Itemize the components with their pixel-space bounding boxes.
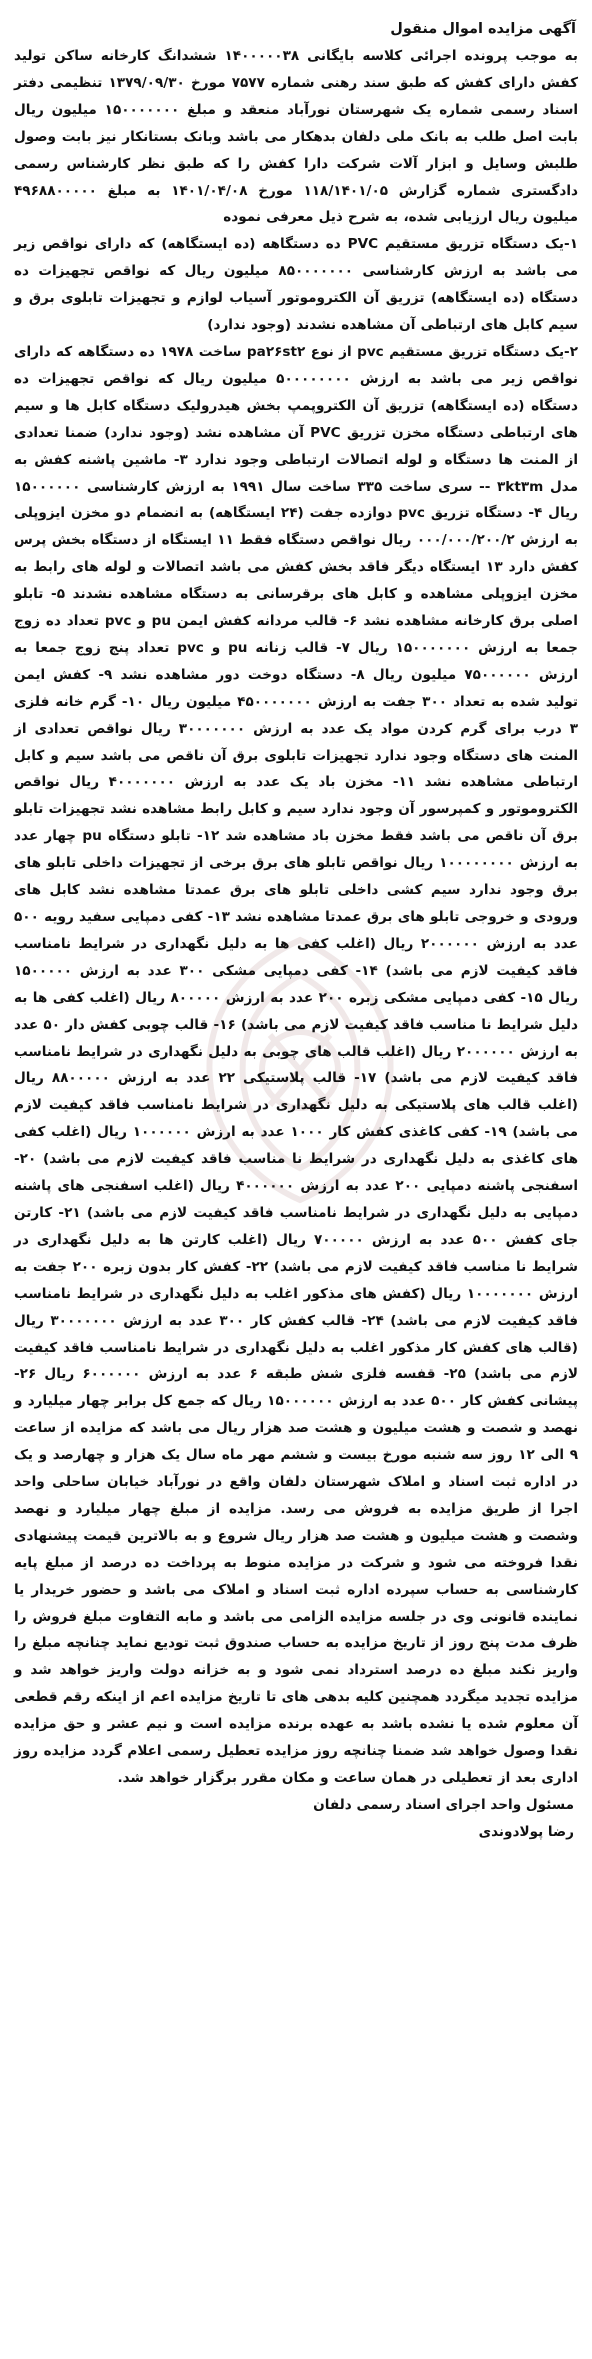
notice-intro-paragraph: به موجب پرونده اجرائی کلاسه بایگانی ۱۴۰۰۰۰۰۳۸ ششدانگ کارخانه ساکن تولید کفش دارای کفش که طبق سند رهنی شماره ۷۵۷۷ مورخ ۱۳۷۹/۰۹/۳۰ تنظیمی دفتر اسناد رسمی شماره یک شهرستان نورآباد منعقد و مبلغ ۱۵۰۰۰۰۰۰۰ میلیون ریال بابت اصل طلب به بانک ملی دلفان بدهکار می باشد وبانک بستانکار نیز بابت وصول طلبش وسایل و ابزار آلات شرکت دارا کفش را که طبق نظر کارشناس رسمی دادگستری شماره گزارش ۱۱۸/۱۴۰۱/۰۵ مورخ ۱۴۰۱/۰۴/۰۸ به مبلغ ۴۹۶۸۸۰۰۰۰۰ میلیون ریال ارزیابی شده، به شرح ذیل معرفی نموده xyxy=(14,48,579,226)
signature-name: رضا پولادوندی xyxy=(478,1823,574,1840)
notice-item-1-paragraph: ۱-یک دستگاه تزریق مستقیم PVC ده دستگاهه (ده ایستگاهه) که دارای نواقص زیر می باشد به ارزش کارشناسی ۸۵۰۰۰۰۰۰۰ میلیون ریال که نواقص تجهیزات ده دستگاه (ده ایستگاهه) تزریق آن الکتروموتور آسیاب لوازم و تجهیزات تابلوی برق و سیم کابل های ارتباطی آن مشاهده نشدند (وجود ندارد) xyxy=(14,236,579,334)
notice-title: آگهی مزایده اموال منقول xyxy=(390,21,576,37)
notice-items-paragraph: ۲-یک دستگاه تزریق مستقیم pvc از نوع pa۲۶st۲ ساخت ۱۹۷۸ ده دستگاهه که دارای نواقص زیر می باشد به ارزش ۵۰۰۰۰۰۰۰۰ میلیون ریال که نواقص تجهیزات ده دستگاه (ده ایستگاهه) تزریق آن الکتروپمپ بخش هیدرولیک دستگاه کابل ها و سیم های ارتباطی دستگاه مخزن تزریق PVC آن مشاهده نشد (وجود ندارد) ضمنا تعدادی از المنت ها دستگاه و لوله اتصالات ارتباطی وجود ندارد ۳- ماشین پاشنه کفش به مدل ۳kt۳m -- سری ساخت ۳۳۵ ساخت سال ۱۹۹۱ به ارزش کارشناسی ۱۵۰۰۰۰۰۰ ریال ۴- دستگاه تزریق pvc دوازده جفت (۲۴ ایستگاهه) به انضمام دو مخزن ایزوپلی به ارزش ۰۰۰/۰۰۰/۲۰۰/۲ ریال نواقص دستگاه فقط ۱۱ ایستگاه از دستگاه بخش پرس کفش دارد ۱۳ ایستگاه دیگر فاقد بخش کفش می باشد اتصالات و لوله های رابط به مخزن ایزوپلی مشاهده و کابل های برقرسانی به دستگاه مشاهده نشدند ۵- تابلو اصلی برق کارخانه مشاهده نشد ۶- قالب مردانه کفش ایمن pu و pvc تعداد ده زوج جمعا به ارزش ۱۵۰۰۰۰۰۰۰ ریال ۷- قالب زنانه pu و pvc تعداد پنج زوج جمعا به ارزش ۷۵۰۰۰۰۰۰ میلیون ریال ۸- دستگاه دوخت دور مشاهده نشد ۹- کفش ایمن تولید شده به تعداد ۳۰۰ جفت به ارزش ۴۵۰۰۰۰۰۰۰ میلیون ریال ۱۰- گرم خانه فلزی ۳ درب برای گرم کردن مواد یک عدد به ارزش ۳۰۰۰۰۰۰۰ ریال نواقص تعدادی از المنت های دستگاه وجود ندارد تجهیزات تابلوی برق آن ناقص می باشد سیم و کابل ارتباطی مشاهده نشد ۱۱- مخزن باد یک عدد به ارزش ۴۰۰۰۰۰۰۰ ریال نواقص الکتروموتور و کمپرسور آن وجود ندارد سیم و کابل رابط مشاهده نشد تجهیزات تابلو برق آن ناقص می باشد فقط مخزن باد مشاهده شد ۱۲- تابلو دستگاه pu چهار عدد به ارزش ۱۰۰۰۰۰۰۰۰ ریال نواقص تابلو های برق برخی از تجهیزات داخلی تابلو های برق وجود ندارد سیم کشی داخلی تابلو های برق عمدتا مشاهده نشد کابل های ورودی و خروجی تابلو های برق عمدتا مشاهده نشد ۱۳- کفی دمپایی سفید رویه ۵۰۰ عدد به ارزش ۲۰۰۰۰۰۰ ریال (اغلب کفی ها به دلیل نگهداری در شرایط نامناسب فاقد کیفیت لازم می باشد) ۱۴- کفی دمپایی مشکی ۳۰۰ عدد به ارزش ۱۵۰۰۰۰۰ ریال ۱۵- کفی دمپایی مشکی زبره ۲۰۰ عدد به ارزش ۸۰۰۰۰۰ ریال (اغلب کفی ها به دلیل شرایط نا مناسب فاقد کیفیت لازم می باشد) ۱۶- قالب چوبی کفش دار ۵۰ عدد به ارزش ۲۰۰۰۰۰۰ ریال (اغلب قالب های چوبی به دلیل نگهداری در شرایط نامناسب فاقد کیفیت لازم می باشد) ۱۷- قالب پلاستیکی ۲۲ عدد به ارزش ۸۸۰۰۰۰۰ ریال (اغلب قالب های پلاستیکی به دلیل نگهداری در شرایط نامناسب فاقد کیفیت لازم می باشد) ۱۹- کفی کاغذی کفش کار ۱۰۰۰ عدد به ارزش ۱۰۰۰۰۰۰ ریال (اغلب کفی های کاغذی به دلیل نگهداری در شرایط نا مناسب فاقد کیفیت لازم می باشد) ۲۰- اسفنجی پاشنه دمپایی ۲۰۰ عدد به ارزش ۴۰۰۰۰۰۰ ریال (اغلب اسفنجی های پاشنه دمپایی به دلیل نگهداری در شرایط نامناسب فاقد کیفیت لازم می باشد) ۲۱- کارتن جای کفش ۵۰۰ عدد به ارزش ۷۰۰۰۰۰ ریال (اغلب کارتن ها به دلیل نگهداری در شرایط نا مناسب فاقد کیفیت لازم می باشد) ۲۲- کفش کار بدون زبره ۲۰۰ جفت به ارزش ۱۰۰۰۰۰۰۰ ریال (کفش های مذکور اغلب به دلیل نگهداری در شرایط نامناسب فاقد کیفیت لازم می باشد) ۲۴- قالب کفش کار ۳۰۰ عدد به ارزش ۳۰۰۰۰۰۰۰ ریال (قالب های کفش کار مذکور اغلب به دلیل نگهداری در شرایط نامناسب فاقد کیفیت لازم می باشد) ۲۵- قفسه فلزی شش طبقه ۶ عدد به ارزش ۶۰۰۰۰۰۰ ریال ۲۶- پیشانی کفش کار ۵۰۰ عدد به ارزش ۱۵۰۰۰۰۰۰ ریال که جمع کل برابر چهار میلیارد و نهصد و شصت و هشت میلیون و هشت صد هزار ریال می باشد که مزایده از ساعت ۹ الی ۱۲ روز سه شنبه مورخ بیست و ششم مهر ماه سال یک هزار و چهارصد و یک در اداره ثبت اسناد و املاک شهرستان دلفان واقع در نورآباد خیابان ساحلی واحد اجرا از طریق مزایده به فروش می رسد. مزایده از مبلغ چهار میلیارد و نهصد وشصت و هشت میلیون و هشت صد هزار ریال شروع و به بالاترین قیمت پیشنهادی نقدا فروخته می شود و شرکت در مزایده منوط به پرداخت ده درصد از مبلغ پایه کارشناسی به حساب سپرده اداره ثبت اسناد و املاک می باشد و حضور خریدار یا نماینده قانونی وی در جلسه مزایده الزامی می باشد و مابه التفاوت مبلغ فروش را ظرف مدت پنج روز از تاریخ مزایده به حساب صندوق ثبت تودیع نماید چنانچه مبلغ را واریز نکند مبلغ ده درصد استرداد نمی شود و به خزانه دولت واریز خواهد شد و مزایده تجدید میگردد همچنین کلیه بدهی های تا تاریخ مزایده اعم از اینکه رقم قطعی آن معلوم شده یا نشده باشد به عهده برنده مزایده است و نیم عشر و حق مزایده نقدا وصول خواهد شد ضمنا چنانچه روز مزایده تعطیل رسمی اعلام گردد مزایده روز اداری بعد از تعطیلی در همان ساعت و مکان مقرر برگزار خواهد شد. xyxy=(14,343,579,1786)
signature-office: مسئول واحد اجرای اسناد رسمی دلفان xyxy=(313,1796,574,1813)
notice-article xyxy=(14,16,578,1846)
